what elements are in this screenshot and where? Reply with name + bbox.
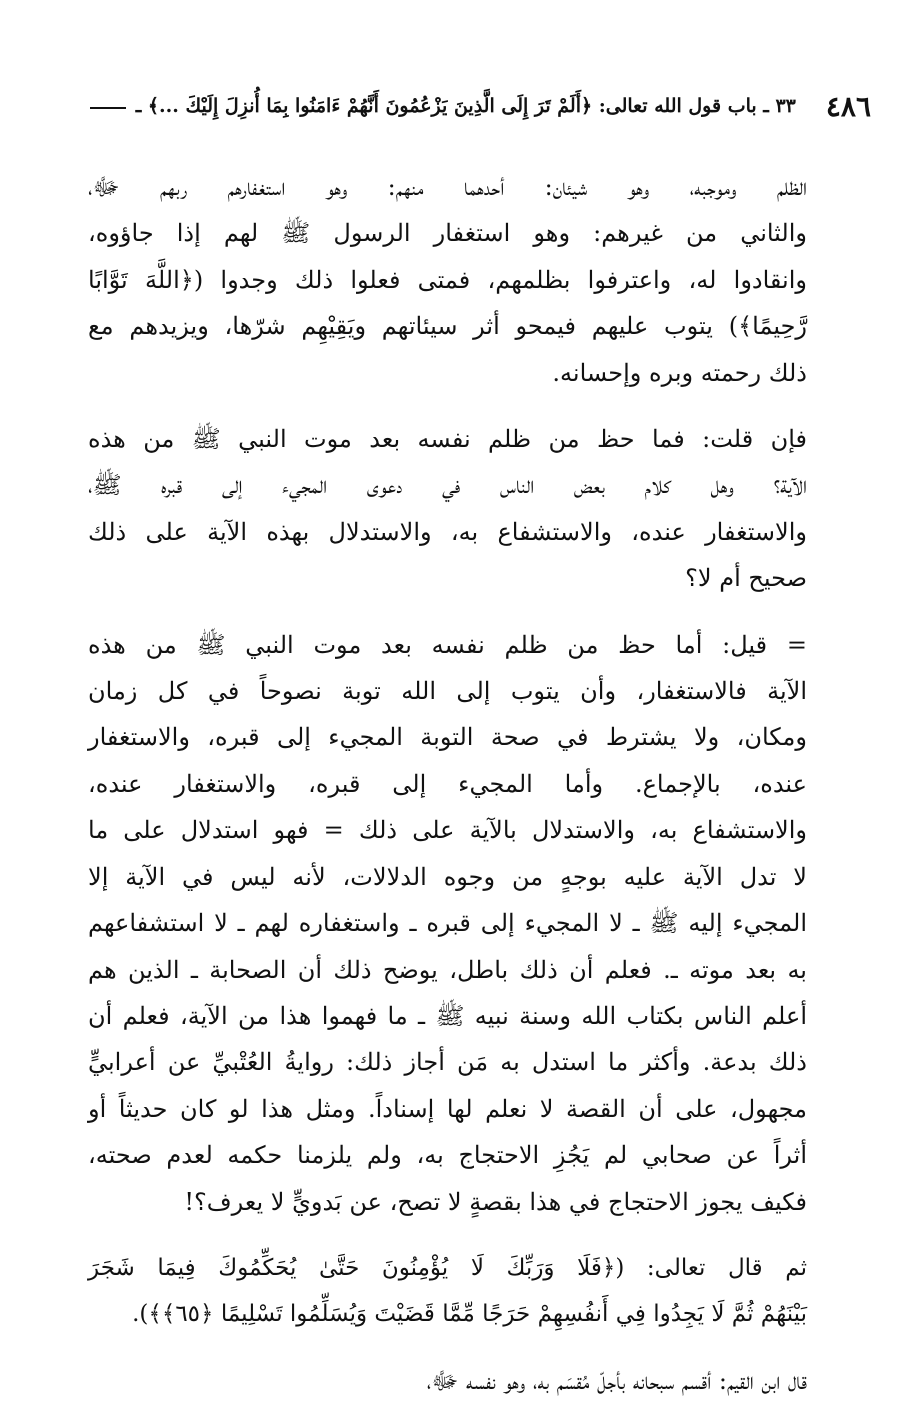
text-line: والاستشفاع به، والاستدلال بالآية على ذلك = فهو استدلال على ما	[88, 816, 807, 845]
running-title: ٣٣ ـ باب قول الله تعالى: ﴿أَلَمْ تَرَ إِلَى الَّذِينَ يَزْعُمُونَ أَنَّهُمْ ءَامَنُوا بِمَا أُنزِلَ إِلَيْكَ ...﴾ ـ	[135, 95, 796, 117]
text-line: والاستغفار عنده، والاستشفاع به، والاستدلال بهذه الآية على ذلك	[88, 517, 807, 546]
paragraph-5	[88, 1358, 807, 1404]
text-line: به بعد موته ـ. فعلم أن ذلك باطل، يوضح ذلك أن الصحابة ـ الذين هم	[88, 955, 807, 984]
text-line: ذلك رحمته وبره وإحسانه.	[552, 358, 807, 387]
header-rule	[90, 107, 126, 109]
text-line: ثم قال تعالى: (﴿فَلَا وَرَبِّكَ لَا يُؤْمِنُونَ حَتَّىٰ يُحَكِّمُوكَ فِيمَا شَجَرَ	[88, 1254, 807, 1281]
text-line: وانقادوا له، واعترفوا بظلمهم، فمتى فعلوا ذلك وجدوا (﴿اللَّهَ تَوَّابًا	[88, 265, 807, 294]
page-body	[88, 164, 807, 1424]
text-line: ومكان، ولا يشترط في صحة التوبة المجيء إلى قبره، والاستغفار	[88, 723, 807, 752]
text-line: بَيْنَهُمْ ثُمَّ لَا يَجِدُوا فِي أَنفُسِهِمْ حَرَجًا مِّمَّا قَضَيْتَ وَيُسَلِّمُوا تَسْلِيمًا ﴿٦٥﴾﴾).	[132, 1301, 807, 1328]
text-line: فكيف يجوز الاحتجاج في هذا بقصةٍ لا تصح، عن بَدويٍّ لا يعرف؟!	[184, 1187, 807, 1216]
text-line: والثاني من غيرهم: وهو استغفار الرسول ﷺ لهم إذا جاؤوه،	[88, 219, 807, 248]
text-line: عنده، بالإجماع. وأما المجيء إلى قبره، والاستغفار عنده،	[88, 769, 807, 798]
text-line: فإن قلت: فما حظ من ظلم نفسه بعد موت النبي ﷺ من هذه	[88, 425, 807, 454]
text-line: أثراً عن صحابي لم يَجُزِ الاحتجاج به، ولم يلزمنا حكمه لعدم صحته،	[88, 1141, 807, 1170]
text-line: مجهول، على أن القصة لا نعلم لها إسناداً. ومثل هذا لو كان حديثاً أو	[88, 1094, 807, 1123]
text-line: قال ابن القيم: أقسم سبحانه بأجلّ مُقسَم به، وهو نفسه ﷻ،	[426, 1366, 807, 1395]
text-line: رَّحِيمًا﴾) يتوب عليهم فيمحو أثر سيئاتهم ويَقِيْهِم شرّها، ويزيدهم مع	[88, 312, 807, 341]
paragraph-4	[88, 1245, 807, 1338]
text-line: ذلك بدعة. وأكثر ما استدل به مَن أجاز ذلك: روايةُ العُتْبيِّ عن أعرابيٍّ	[88, 1048, 807, 1077]
page-header	[90, 86, 871, 126]
text-line: الآية؟ وهل كلام بعض الناس في دعوى المجيء إلى قبره ﷺ،	[88, 471, 807, 500]
text-line: الآية فالاستغفار، وأن يتوب إلى الله توبة نصوحاً في كل زمان	[88, 677, 807, 706]
page-number: ٤٨٦	[825, 89, 871, 123]
paragraph-1	[88, 164, 807, 396]
text-line: صحيح أم لا؟	[685, 564, 807, 593]
paragraph-2	[88, 416, 807, 602]
text-line: لا تدل الآية عليه بوجهٍ من وجوه الدلالات، لأنه ليس في الآية إلا	[88, 862, 807, 891]
paragraph-3	[88, 622, 807, 1225]
text-line: الظلم وموجبه، وهو شيئان: أحدهما منهم: وهو استغفارهم ربهم ﷻ،	[88, 173, 807, 201]
text-line: أعلم الناس بكتاب الله وسنة نبيه ﷺ ـ ما فهموا هذا من الآية، فعلم أن	[88, 1001, 807, 1030]
text-line: = قيل: أما حظ من ظلم نفسه بعد موت النبي ﷺ من هذه	[88, 630, 807, 659]
text-line: المجيء إليه ﷺ ـ لا المجيء إلى قبره ـ واستغفاره لهم ـ لا استشفاعهم	[88, 909, 807, 938]
